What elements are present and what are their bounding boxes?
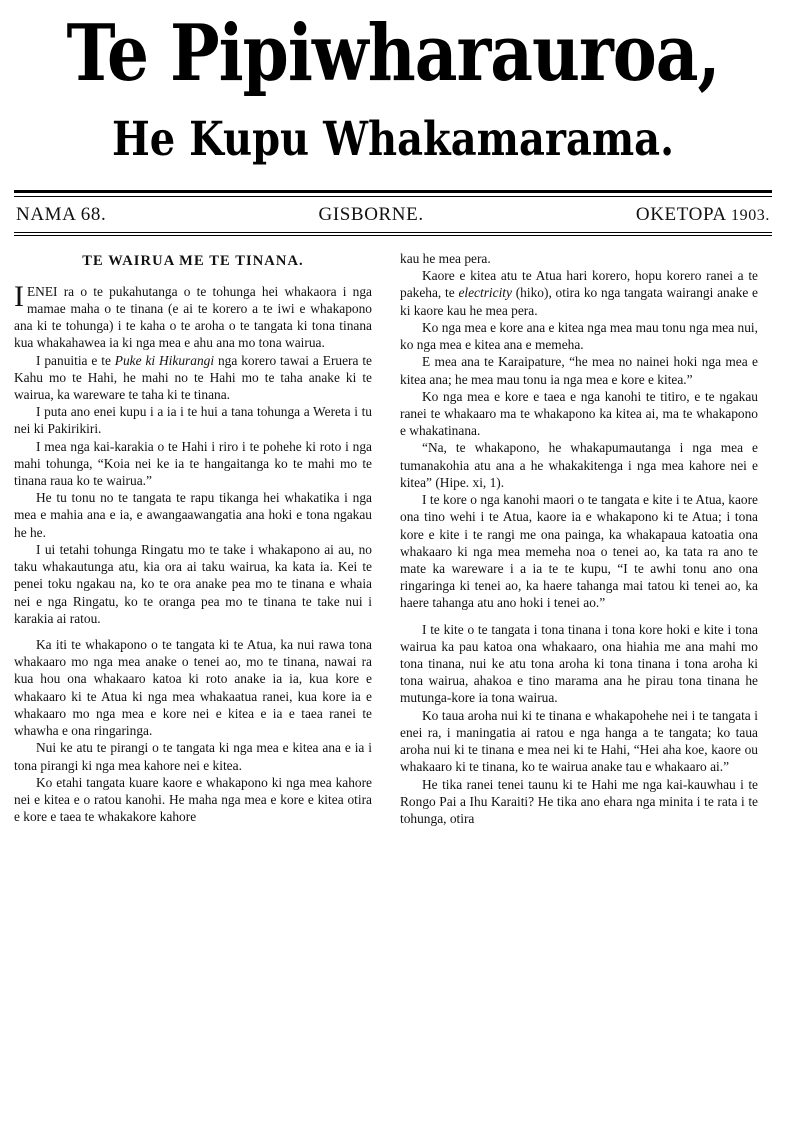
- paragraph: [14, 636, 372, 739]
- article-body: [14, 250, 772, 1045]
- paragraph: [400, 388, 758, 440]
- paragraph: [400, 319, 758, 353]
- paragraph-text: I te kore o nga kanohi maori o te tangata e kite i te Atua, kaore ona tino wehi i te Atua, kaore ia e whakapono ki te Atua; i tona kore e kite i te rangi me ona painga, ka whakapaua katoatia ona whakaaro ki nga mea memeha noa o tenei ao, ka tata ra ano te mate ka wareware i a ia te te kupu, “I te awhi tonu ano ona ringaringa ki tenei ao, ka haere tahanga mai tatou ki tenei ao, ka haere tahanga atu ano hoki i tenei ao.”: [400, 492, 758, 611]
- paragraph: [14, 489, 372, 541]
- paragraph: [400, 267, 758, 319]
- paragraph-text: I panuitia e te Puke ki Hikurangi nga korero tawai a Eruera te Kahu mo te Hahi, he mahi no te Hahi mo te taha anake ki te wairua, ka wareware te taha ki te tinana.: [14, 352, 373, 402]
- paragraph-text: Ko etahi tangata kuare kaore e whakapono ki nga mea kahore nei e kitea e o ratou kanohi. He maha nga mea e kore e kitea otira e kore e taea te whakakore kahore: [14, 774, 372, 825]
- paragraph: [14, 403, 372, 437]
- divider-thin-2: [14, 232, 772, 233]
- column-right: [386, 250, 758, 1045]
- paragraph-text: Nui ke atu te pirangi o te tangata ki nga mea e kitea ana e ia i tona pirangi ki nga mea kahore nei e kitea.: [14, 740, 372, 773]
- paragraph-text: I mea nga kai-karakia o te Hahi i riro i te pohehe ki roto i nga mahi tohunga, “Koia nei ke ia te hangaitanga ko te mahi mo te tinana raua ko te wairua.”: [14, 438, 372, 489]
- column-left: [14, 250, 386, 1045]
- paragraph-text: He tu tonu no te tangata te rapu tikanga hei whakatika i nga mea e mahia ana e ia, e awangaawangatia ana hoki e tona ngakau he he.: [14, 490, 372, 540]
- paragraph-text: kau he mea pera.: [400, 251, 491, 266]
- paragraph: [400, 491, 758, 612]
- paragraph-text: Kaore e kitea atu te Atua hari korero, hopu korero ranei a te pakeha, te electricity (hiko), otira ko nga tangata wairangi anake e ki kaore kau he mea pera.: [400, 268, 758, 318]
- issue-date-month: OKETOPA: [635, 204, 726, 225]
- masthead: [14, 6, 772, 167]
- divider-thin-3: [14, 235, 772, 236]
- paragraph-text: I puta ano enei kupu i a ia i te hui a tana tohunga a Wereta i tu nei ki Pakirikiri.: [14, 404, 372, 437]
- divider-thick: [14, 190, 772, 193]
- issue-place: GISBORNE.: [318, 204, 424, 225]
- paragraph: [400, 621, 758, 707]
- paragraph: [14, 774, 372, 826]
- paragraph: [14, 739, 372, 773]
- paragraph-text: Ko nga mea e kore e taea e nga kanohi te titiro, e te ngakau ranei te whakaaro ma te whakapono ka kitea ai, ma te whakapono e whakatinana.: [400, 388, 758, 439]
- article-title: TE WAIRUA ME TE TINANA.: [82, 253, 304, 269]
- paragraph-text: I ui tetahi tohunga Ringatu mo te take i whakapono ai au, no taku whakautunga atu, kia ora ai taku wairua, ka kata ia. Kei te penei toku ngakau na, ko te ora anake pea mo te tinana e whaia nei e nga Ringatu, ko te oranga pea mo te tinana te take nui i karakia ai ratou.: [14, 541, 372, 626]
- issue-date: [636, 204, 770, 226]
- drop-cap: I: [14, 279, 24, 313]
- paragraph-text: ENEI ra o te pukahutanga o te tohunga hei whakaora i nga mamae maha o te tinana (e ai te korero a te iwi e whakapono ana ki te tohunga) i te kaha o te aroha o te tangata ki tona tinana kua whakahawea ia ki nga mea e ahu ana mo tona wairua.: [14, 283, 372, 351]
- paragraph-text: He tika ranei tenei taunu ki te Hahi me nga kai-kauwhau i te Rongo Pai a Ihu Karaiti? He tika ano ehara nga minita i te rata i te tohunga, otira: [400, 776, 758, 826]
- issue-line: [14, 197, 772, 232]
- paragraph: [14, 438, 372, 490]
- issue-date-year: 1903.: [731, 207, 770, 224]
- masthead-title: Te Pipiwharauroa,: [66, 6, 720, 99]
- paragraph-text: “Na, te whakapono, he whakapumautanga i nga mea e tumanakohia atu ana a he whakakitenga i nga mea kahore nei e kitea” (Hipe. xi, 1).: [400, 440, 758, 490]
- paragraph-text: I te kite o te tangata i tona tinana i tona kore hoki e kite i tona wairua ka pau katoa ona whakaaro, ona hiahia me ana mahi mo tona tinana, nui ke atu tona aroha ki tona tinana i tona aroha ki tona wairua, ahakoa e tino marama ana he pirau tona tinana he mutunga-kore ia tona wairua.: [400, 621, 758, 706]
- paragraph-text: Ko nga mea e kore ana e kitea nga mea mau tonu nga mea nui, ko nga mea e kitea ana e memeha.: [400, 319, 758, 353]
- paragraph: [14, 352, 372, 404]
- masthead-subtitle: He Kupu Whakamarama.: [111, 111, 675, 167]
- paragraph: [400, 439, 758, 491]
- paragraph-text: E mea ana te Karaipature, “he mea no nainei hoki nga mea e kitea ana; he mea mau tonu ia nga mea e kore e kitea.”: [400, 354, 758, 387]
- paragraph: [400, 707, 758, 776]
- paragraph: [400, 353, 758, 387]
- paragraph: [14, 279, 372, 352]
- paragraph: [14, 541, 372, 627]
- issue-number: NAMA 68.: [16, 204, 107, 225]
- paragraph-text: Ka iti te whakapono o te tangata ki te Atua, ka nui rawa tona whakaaro mo nga mea anake o tenei ao, mo te tinana, nawai ra kua hou ona whakaaro katoa ki roto anake ia ia, kua kore e whakaaro ki te Atua ki nga mea whakaatua ranei, kua kore ia e whakaaro mo nga mea e kore nei e kitea e ia e taea ranei te whawha e ona ringaringa.: [14, 637, 372, 739]
- paragraph: [400, 776, 758, 828]
- paragraph: [400, 250, 758, 267]
- paragraph-text: Ko taua aroha nui ki te tinana e whakapohehe nei i te tangata i enei ra, i maningatia ai ratou e nga hanga a te tangata; ko taua aroha nui ki te tinana e mea nei ki te Hahi, “Hei aha koe, kaore ou whakaaro ki te tinana, ko te wairua anake tau e whakaaro ai.”: [400, 707, 758, 775]
